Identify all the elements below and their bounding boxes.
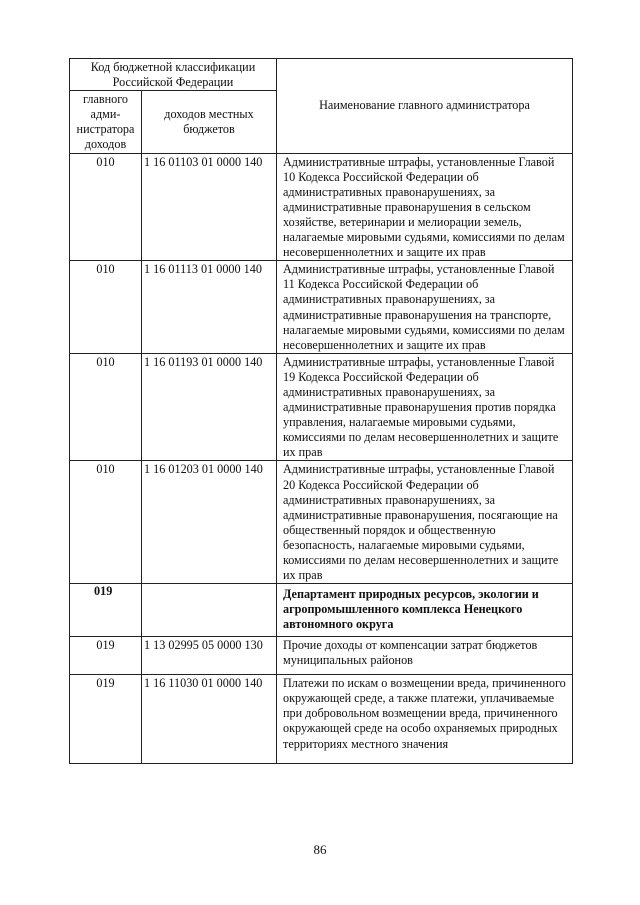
admin-code-cell: 010 — [70, 461, 142, 584]
name-cell: Административные штрафы, установленные Главой 19 Кодекса Российской Федерации об административных правонарушениях, за административные правонарушения против порядка управления, налагаемые мировыми судьями, комиссиями по делам несовершеннолетних и защите их прав — [277, 353, 573, 461]
page-number: 86 — [313, 842, 327, 857]
table-row — [70, 353, 573, 461]
header-group-label: Код бюджетной классификации Российской Федерации — [70, 59, 277, 91]
table-row — [70, 153, 573, 261]
name-cell: Прочие доходы от компенсации затрат бюджетов муниципальных районов — [277, 637, 573, 675]
name-cell: Административные штрафы, установленные Главой 10 Кодекса Российской Федерации об административных правонарушениях, за административные правонарушения в сельском хозяйстве, ветеринарии и мелиорации земель, налагаемые мировыми судьями, комиссиями по делам несовершеннолетних и защите их прав — [277, 153, 573, 261]
table-row — [70, 261, 573, 354]
admin-code-cell: 010 — [70, 353, 142, 461]
department-code: 019 — [94, 584, 113, 599]
admin-code-cell: 019 — [70, 637, 142, 675]
admin-code-cell — [70, 584, 142, 637]
name-cell: Административные штрафы, установленные Главой 20 Кодекса Российской Федерации об административных правонарушениях, за административные правонарушения, посягающие на общественный порядок и общественную безопасность, налагаемые мировыми судьями, комиссиями по делам несовершеннолетних и защите их прав — [277, 461, 573, 584]
admin-code-cell: 019 — [70, 675, 142, 764]
admin-code-cell: 010 — [70, 261, 142, 354]
income-code-cell: 1 16 11030 01 0000 140 — [142, 675, 277, 764]
header-name-column: Наименование главного администратора — [277, 59, 573, 154]
income-code-cell: 1 16 01203 01 0000 140 — [142, 461, 277, 584]
header-row-group — [70, 59, 573, 91]
table-row — [70, 675, 573, 764]
table-row — [70, 637, 573, 675]
admin-code-cell: 010 — [70, 153, 142, 261]
table-row — [70, 461, 573, 584]
name-cell: Административные штрафы, установленные Главой 11 Кодекса Российской Федерации об административных правонарушениях, за административные правонарушения на транспорте, налагаемые мировыми судьями, комиссиями по делам несовершеннолетних и защите их прав — [277, 261, 573, 354]
income-code-cell — [142, 584, 277, 637]
income-code-cell: 1 16 01113 01 0000 140 — [142, 261, 277, 354]
header-admin-column: главного адми-нистратора доходов — [70, 91, 142, 153]
income-code-cell: 1 16 01103 01 0000 140 — [142, 153, 277, 261]
name-cell: Платежи по искам о возмещении вреда, причиненного окружающей среде, а также платежи, уплачиваемые при добровольном возмещении вреда, причиненного окружающей среде на особо охраняемых природных территориях местного значения — [277, 675, 573, 764]
income-code-cell: 1 16 01193 01 0000 140 — [142, 353, 277, 461]
department-name: Департамент природных ресурсов, экологии и агропромышленного комплекса Ненецкого автономного округа — [277, 584, 573, 637]
budget-classification-table — [69, 58, 573, 764]
header-income-column: доходов местных бюджетов — [142, 91, 277, 153]
income-code-cell: 1 13 02995 05 0000 130 — [142, 637, 277, 675]
department-row — [70, 584, 573, 637]
